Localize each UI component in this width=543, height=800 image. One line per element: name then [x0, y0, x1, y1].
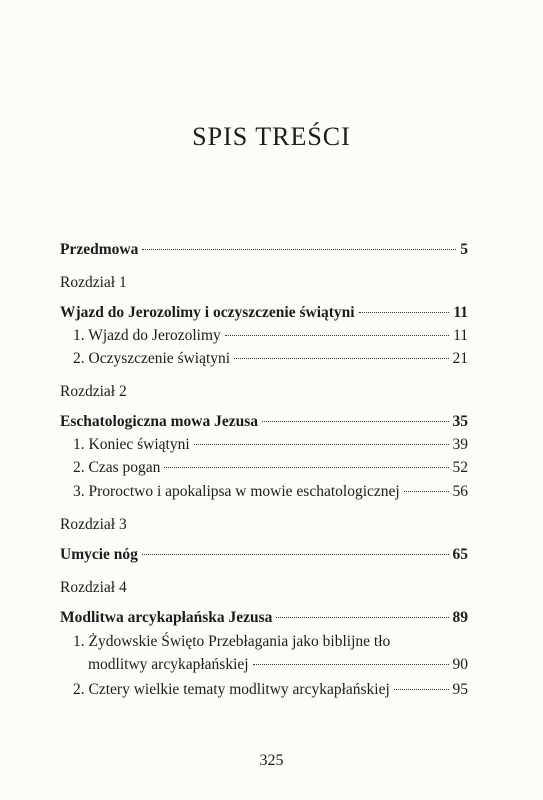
- toc-entry-chapter-4[interactable]: [60, 608, 468, 628]
- toc-entry-1-2[interactable]: [73, 349, 468, 369]
- toc-page-number: 52: [452, 459, 468, 476]
- toc-entry-4-2[interactable]: [73, 680, 468, 700]
- toc-page-number: 35: [452, 413, 468, 430]
- toc-entry-title: 1. Koniec świątyni: [73, 436, 190, 453]
- toc-entry-title: Modlitwa arcykapłańska Jezusa: [60, 609, 273, 626]
- leader-dots: [262, 421, 448, 422]
- toc-page-number: 39: [452, 436, 468, 453]
- toc-entry-title: 3. Proroctwo i apokalipsa w mowie eschatologicznej: [73, 483, 400, 500]
- toc-entry-title: 1. Wjazd do Jerozolimy: [73, 327, 221, 344]
- toc-page-number: 11: [453, 327, 468, 344]
- page-number-footer: 325: [259, 752, 284, 769]
- leader-dots: [142, 249, 456, 250]
- toc-page-number: 5: [460, 241, 468, 258]
- toc-entry-4-1-line1[interactable]: 1. Żydowskie Święto Przebłagania jako biblijne tło: [73, 633, 391, 650]
- leader-dots: [142, 554, 449, 555]
- leader-dots: [225, 335, 449, 336]
- toc-page-number: 56: [452, 483, 468, 500]
- toc-entry-2-3[interactable]: [73, 482, 468, 502]
- toc-entry-title: modlitwy arcykapłańskiej: [88, 656, 249, 673]
- toc-entry-preface[interactable]: [60, 240, 468, 260]
- leader-dots: [164, 467, 448, 468]
- toc-entry-title: 2. Czas pogan: [73, 459, 161, 476]
- toc-entry-chapter-1[interactable]: [60, 303, 468, 323]
- toc-entry-title: Eschatologiczna mowa Jezusa: [60, 413, 259, 430]
- toc-entry-title: Wjazd do Jerozolimy i oczyszczenie świątyni: [60, 304, 355, 321]
- toc-entry-title: Umycie nóg: [60, 546, 138, 563]
- leader-dots: [359, 312, 450, 313]
- toc-entry-chapter-2[interactable]: [60, 412, 468, 432]
- leader-dots: [234, 358, 448, 359]
- toc-entry-4-1-line2[interactable]: [88, 655, 468, 675]
- toc-page-number: 21: [452, 350, 468, 367]
- toc-entry-title: 2. Oczyszczenie świątyni: [73, 350, 231, 367]
- leader-dots: [394, 689, 449, 690]
- toc-entry-1-1[interactable]: [73, 326, 468, 346]
- leader-dots: [404, 491, 449, 492]
- toc-page-number: 95: [452, 681, 468, 698]
- toc-page-number: 89: [452, 609, 468, 626]
- chapter-label: Rozdział 3: [60, 516, 127, 533]
- toc-entry-title: 2. Cztery wielkie tematy modlitwy arcykapłańskiej: [73, 681, 390, 698]
- leader-dots: [253, 664, 449, 665]
- toc-page-number: 11: [453, 304, 468, 321]
- toc-page-number: 90: [452, 656, 468, 673]
- chapter-label: Rozdział 1: [60, 274, 127, 291]
- toc-entry-chapter-3[interactable]: [60, 545, 468, 565]
- toc-entry-title: Przedmowa: [60, 241, 139, 258]
- page-title: SPIS TREŚCI: [192, 122, 351, 151]
- chapter-label: Rozdział 4: [60, 579, 127, 596]
- toc-entry-2-2[interactable]: [73, 458, 468, 478]
- leader-dots: [194, 444, 449, 445]
- leader-dots: [276, 617, 448, 618]
- toc-page-number: 65: [452, 546, 468, 563]
- toc-entry-2-1[interactable]: [73, 435, 468, 455]
- chapter-label: Rozdział 2: [60, 383, 127, 400]
